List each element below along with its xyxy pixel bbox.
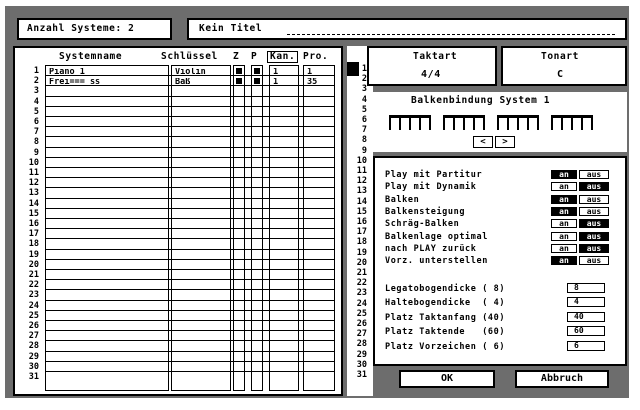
row-number: 23 bbox=[28, 290, 39, 301]
row1-clef[interactable]: Violin bbox=[175, 68, 206, 76]
option-label: Play mit Dynamik bbox=[385, 182, 477, 193]
row-divider bbox=[45, 340, 335, 341]
row-number: 17 bbox=[28, 229, 39, 240]
row-number: 5 bbox=[33, 106, 39, 117]
row-number: 4 bbox=[33, 96, 39, 107]
row-divider bbox=[45, 218, 335, 219]
strip-number: 10 bbox=[356, 155, 367, 166]
row-divider bbox=[45, 177, 335, 178]
row-divider bbox=[45, 198, 335, 199]
tonart-panel[interactable] bbox=[501, 46, 627, 86]
strip-number: 11 bbox=[356, 166, 367, 176]
header-schluessel: Schlüssel bbox=[161, 51, 218, 62]
row-number: 3 bbox=[33, 86, 39, 97]
row-number: 20 bbox=[28, 259, 39, 270]
option-aus-toggle[interactable]: aus bbox=[579, 170, 609, 179]
strip-number: 2 bbox=[361, 74, 367, 85]
strip-number: 27 bbox=[356, 329, 367, 340]
option-an-toggle[interactable]: an bbox=[551, 182, 577, 191]
title-value: Kein Titel bbox=[199, 23, 263, 34]
row-divider bbox=[45, 126, 335, 127]
row-number: 18 bbox=[28, 239, 39, 250]
option-aus-toggle[interactable]: aus bbox=[579, 207, 609, 216]
value-label: Haltebogendicke ( 4) bbox=[385, 298, 506, 309]
value-label: Platz Taktende (60) bbox=[385, 327, 506, 338]
option-an-toggle[interactable]: an bbox=[551, 244, 577, 253]
row-number: 7 bbox=[33, 127, 39, 138]
option-label: Balken bbox=[385, 194, 420, 205]
ok-button[interactable]: OK bbox=[399, 370, 495, 388]
strip-number: 24 bbox=[356, 298, 367, 309]
row-divider bbox=[45, 249, 335, 250]
system-count-label: Anzahl Systeme: 2 bbox=[27, 23, 135, 34]
option-aus-toggle[interactable]: aus bbox=[579, 244, 609, 253]
beam-group-icon[interactable] bbox=[443, 114, 485, 130]
strip-number: 21 bbox=[356, 268, 367, 278]
row-divider bbox=[45, 228, 335, 229]
strip-number: 20 bbox=[356, 257, 367, 268]
row-divider bbox=[45, 289, 335, 290]
row2-z-marker[interactable] bbox=[236, 78, 242, 84]
row-number: 6 bbox=[33, 117, 39, 127]
row-number: 11 bbox=[28, 168, 39, 178]
value-field[interactable]: 6 bbox=[567, 341, 605, 351]
row-number: 26 bbox=[28, 321, 39, 331]
row-divider bbox=[45, 116, 335, 117]
option-label: Balkensteigung bbox=[385, 206, 466, 217]
row2-clef[interactable]: Baß bbox=[175, 78, 191, 86]
tonart-label: Tonart bbox=[541, 51, 579, 62]
system-count-box bbox=[17, 18, 172, 40]
row-divider bbox=[45, 96, 335, 97]
strip-number: 12 bbox=[356, 176, 367, 187]
tonart-value: C bbox=[557, 69, 564, 80]
next-system-button[interactable] bbox=[495, 136, 515, 148]
strip-number: 19 bbox=[356, 247, 367, 258]
strip-number: 9 bbox=[361, 145, 367, 156]
strip-number: 26 bbox=[356, 319, 367, 329]
row-number: 19 bbox=[28, 249, 39, 260]
taktart-value: 4/4 bbox=[421, 69, 441, 80]
strip-number: 6 bbox=[361, 115, 367, 125]
row-number: 29 bbox=[28, 351, 39, 362]
row-divider bbox=[45, 208, 335, 209]
beam-group-icon[interactable] bbox=[389, 114, 431, 130]
row1-programm[interactable]: 1 bbox=[307, 68, 313, 76]
row1-name[interactable]: Piano 1 bbox=[49, 68, 85, 76]
row-number: 22 bbox=[28, 280, 39, 291]
option-an-toggle[interactable]: an bbox=[551, 207, 577, 216]
taktart-panel[interactable] bbox=[367, 46, 497, 86]
strip-number: 3 bbox=[361, 84, 367, 95]
row-number: 24 bbox=[28, 300, 39, 311]
row-number: 16 bbox=[28, 219, 39, 229]
option-aus-toggle[interactable]: aus bbox=[579, 232, 609, 241]
row-number: 25 bbox=[28, 310, 39, 321]
options-panel bbox=[373, 156, 627, 366]
system-table bbox=[13, 46, 343, 396]
row-number: 28 bbox=[28, 341, 39, 352]
row-number: 30 bbox=[28, 361, 39, 372]
strip-number: 1 bbox=[361, 64, 367, 74]
header-z: Z bbox=[233, 51, 240, 62]
row-number: 9 bbox=[33, 147, 39, 158]
prev-system-button[interactable] bbox=[473, 136, 493, 148]
row-divider bbox=[45, 167, 335, 168]
option-label: Schräg-Balken bbox=[385, 219, 460, 230]
strip-number: 30 bbox=[356, 359, 367, 370]
chevron-right-icon: > bbox=[502, 137, 508, 147]
option-label: Play mit Partitur bbox=[385, 170, 483, 180]
taktart-label: Taktart bbox=[413, 51, 458, 62]
value-field[interactable]: 8 bbox=[567, 283, 605, 293]
row-divider bbox=[45, 259, 335, 260]
row-divider bbox=[45, 269, 335, 270]
strip-number: 22 bbox=[356, 278, 367, 289]
option-label: nach PLAY zurück bbox=[385, 243, 477, 254]
header-kanal: Kan. bbox=[267, 51, 298, 63]
row2-name[interactable]: Frei=== ss bbox=[49, 78, 101, 86]
value-label: Legatobogendicke ( 8) bbox=[385, 284, 506, 294]
strip-number: 23 bbox=[356, 288, 367, 299]
row-number: 27 bbox=[28, 331, 39, 342]
row2-programm[interactable]: 35 bbox=[307, 78, 318, 86]
option-an-toggle[interactable]: an bbox=[551, 195, 577, 204]
row-divider bbox=[45, 310, 335, 311]
option-an-toggle[interactable]: an bbox=[551, 170, 577, 179]
strip-number: 29 bbox=[356, 349, 367, 360]
dialog-window bbox=[5, 6, 629, 398]
value-field[interactable]: 40 bbox=[567, 312, 605, 322]
row2-kanal[interactable]: 1 bbox=[273, 78, 279, 86]
option-aus-toggle[interactable]: aus bbox=[579, 195, 609, 204]
row-number: 14 bbox=[28, 198, 39, 209]
cancel-button[interactable]: Abbruch bbox=[515, 370, 609, 388]
strip-number: 31 bbox=[356, 370, 367, 380]
strip-number: 5 bbox=[361, 104, 367, 115]
row-divider bbox=[45, 320, 335, 321]
row-number: 13 bbox=[28, 188, 39, 199]
row-number: 31 bbox=[28, 372, 39, 382]
beam-group-icon[interactable] bbox=[497, 114, 539, 130]
row-divider bbox=[45, 371, 335, 372]
row-divider bbox=[45, 106, 335, 107]
row-number: 8 bbox=[33, 137, 39, 148]
option-aus-toggle[interactable]: aus bbox=[579, 182, 609, 191]
strip-number: 28 bbox=[356, 339, 367, 350]
row-number: 2 bbox=[33, 76, 39, 87]
option-aus-toggle[interactable]: aus bbox=[579, 256, 609, 265]
value-label: Platz Taktanfang (40) bbox=[385, 312, 506, 323]
row-divider bbox=[45, 330, 335, 331]
row-divider bbox=[45, 147, 335, 148]
strip-number: 25 bbox=[356, 308, 367, 319]
option-label: Vorz. unterstellen bbox=[385, 256, 488, 267]
header-systemname: Systemname bbox=[59, 51, 123, 62]
strip-number: 8 bbox=[361, 135, 367, 146]
option-an-toggle[interactable]: an bbox=[551, 232, 577, 241]
header-programm: Pro. bbox=[303, 51, 329, 62]
balkenbindung-title: Balkenbindung System 1 bbox=[411, 95, 551, 106]
row-divider bbox=[45, 136, 335, 137]
option-an-toggle[interactable]: an bbox=[551, 256, 577, 265]
row-number: 12 bbox=[28, 178, 39, 189]
row-number: 21 bbox=[28, 270, 39, 280]
row-divider bbox=[45, 300, 335, 301]
balkenbindung-panel bbox=[367, 92, 627, 152]
row-divider bbox=[45, 238, 335, 239]
title-field[interactable] bbox=[187, 18, 627, 40]
strip-number: 16 bbox=[356, 217, 367, 227]
strip-number: 17 bbox=[356, 227, 367, 238]
row-number: 10 bbox=[28, 157, 39, 168]
title-underline bbox=[287, 34, 615, 35]
value-field[interactable]: 60 bbox=[567, 326, 605, 336]
strip-number: 4 bbox=[361, 94, 367, 105]
option-an-toggle[interactable]: an bbox=[551, 219, 577, 228]
beam-group-icon[interactable] bbox=[551, 114, 593, 130]
strip-number: 14 bbox=[356, 196, 367, 207]
chevron-left-icon: < bbox=[480, 137, 486, 147]
row1-z-marker[interactable] bbox=[236, 68, 242, 74]
strip-number: 7 bbox=[361, 125, 367, 136]
strip-number: 13 bbox=[356, 186, 367, 197]
row1-kanal[interactable]: 1 bbox=[273, 68, 279, 76]
row-number: 1 bbox=[33, 66, 39, 76]
strip-number: 15 bbox=[356, 206, 367, 217]
row-divider bbox=[45, 279, 335, 280]
row2-p-marker[interactable] bbox=[254, 78, 260, 84]
value-field[interactable]: 4 bbox=[567, 297, 605, 307]
strip-number: 18 bbox=[356, 237, 367, 248]
header-p: P bbox=[251, 51, 258, 62]
option-label: Balkenlage optimal bbox=[385, 231, 488, 242]
option-aus-toggle[interactable]: aus bbox=[579, 219, 609, 228]
value-label: Platz Vorzeichen ( 6) bbox=[385, 341, 506, 352]
row-divider bbox=[45, 351, 335, 352]
row-divider bbox=[45, 361, 335, 362]
row-divider bbox=[45, 187, 335, 188]
row1-p-marker[interactable] bbox=[254, 68, 260, 74]
row-number: 15 bbox=[28, 208, 39, 219]
row-divider bbox=[45, 157, 335, 158]
